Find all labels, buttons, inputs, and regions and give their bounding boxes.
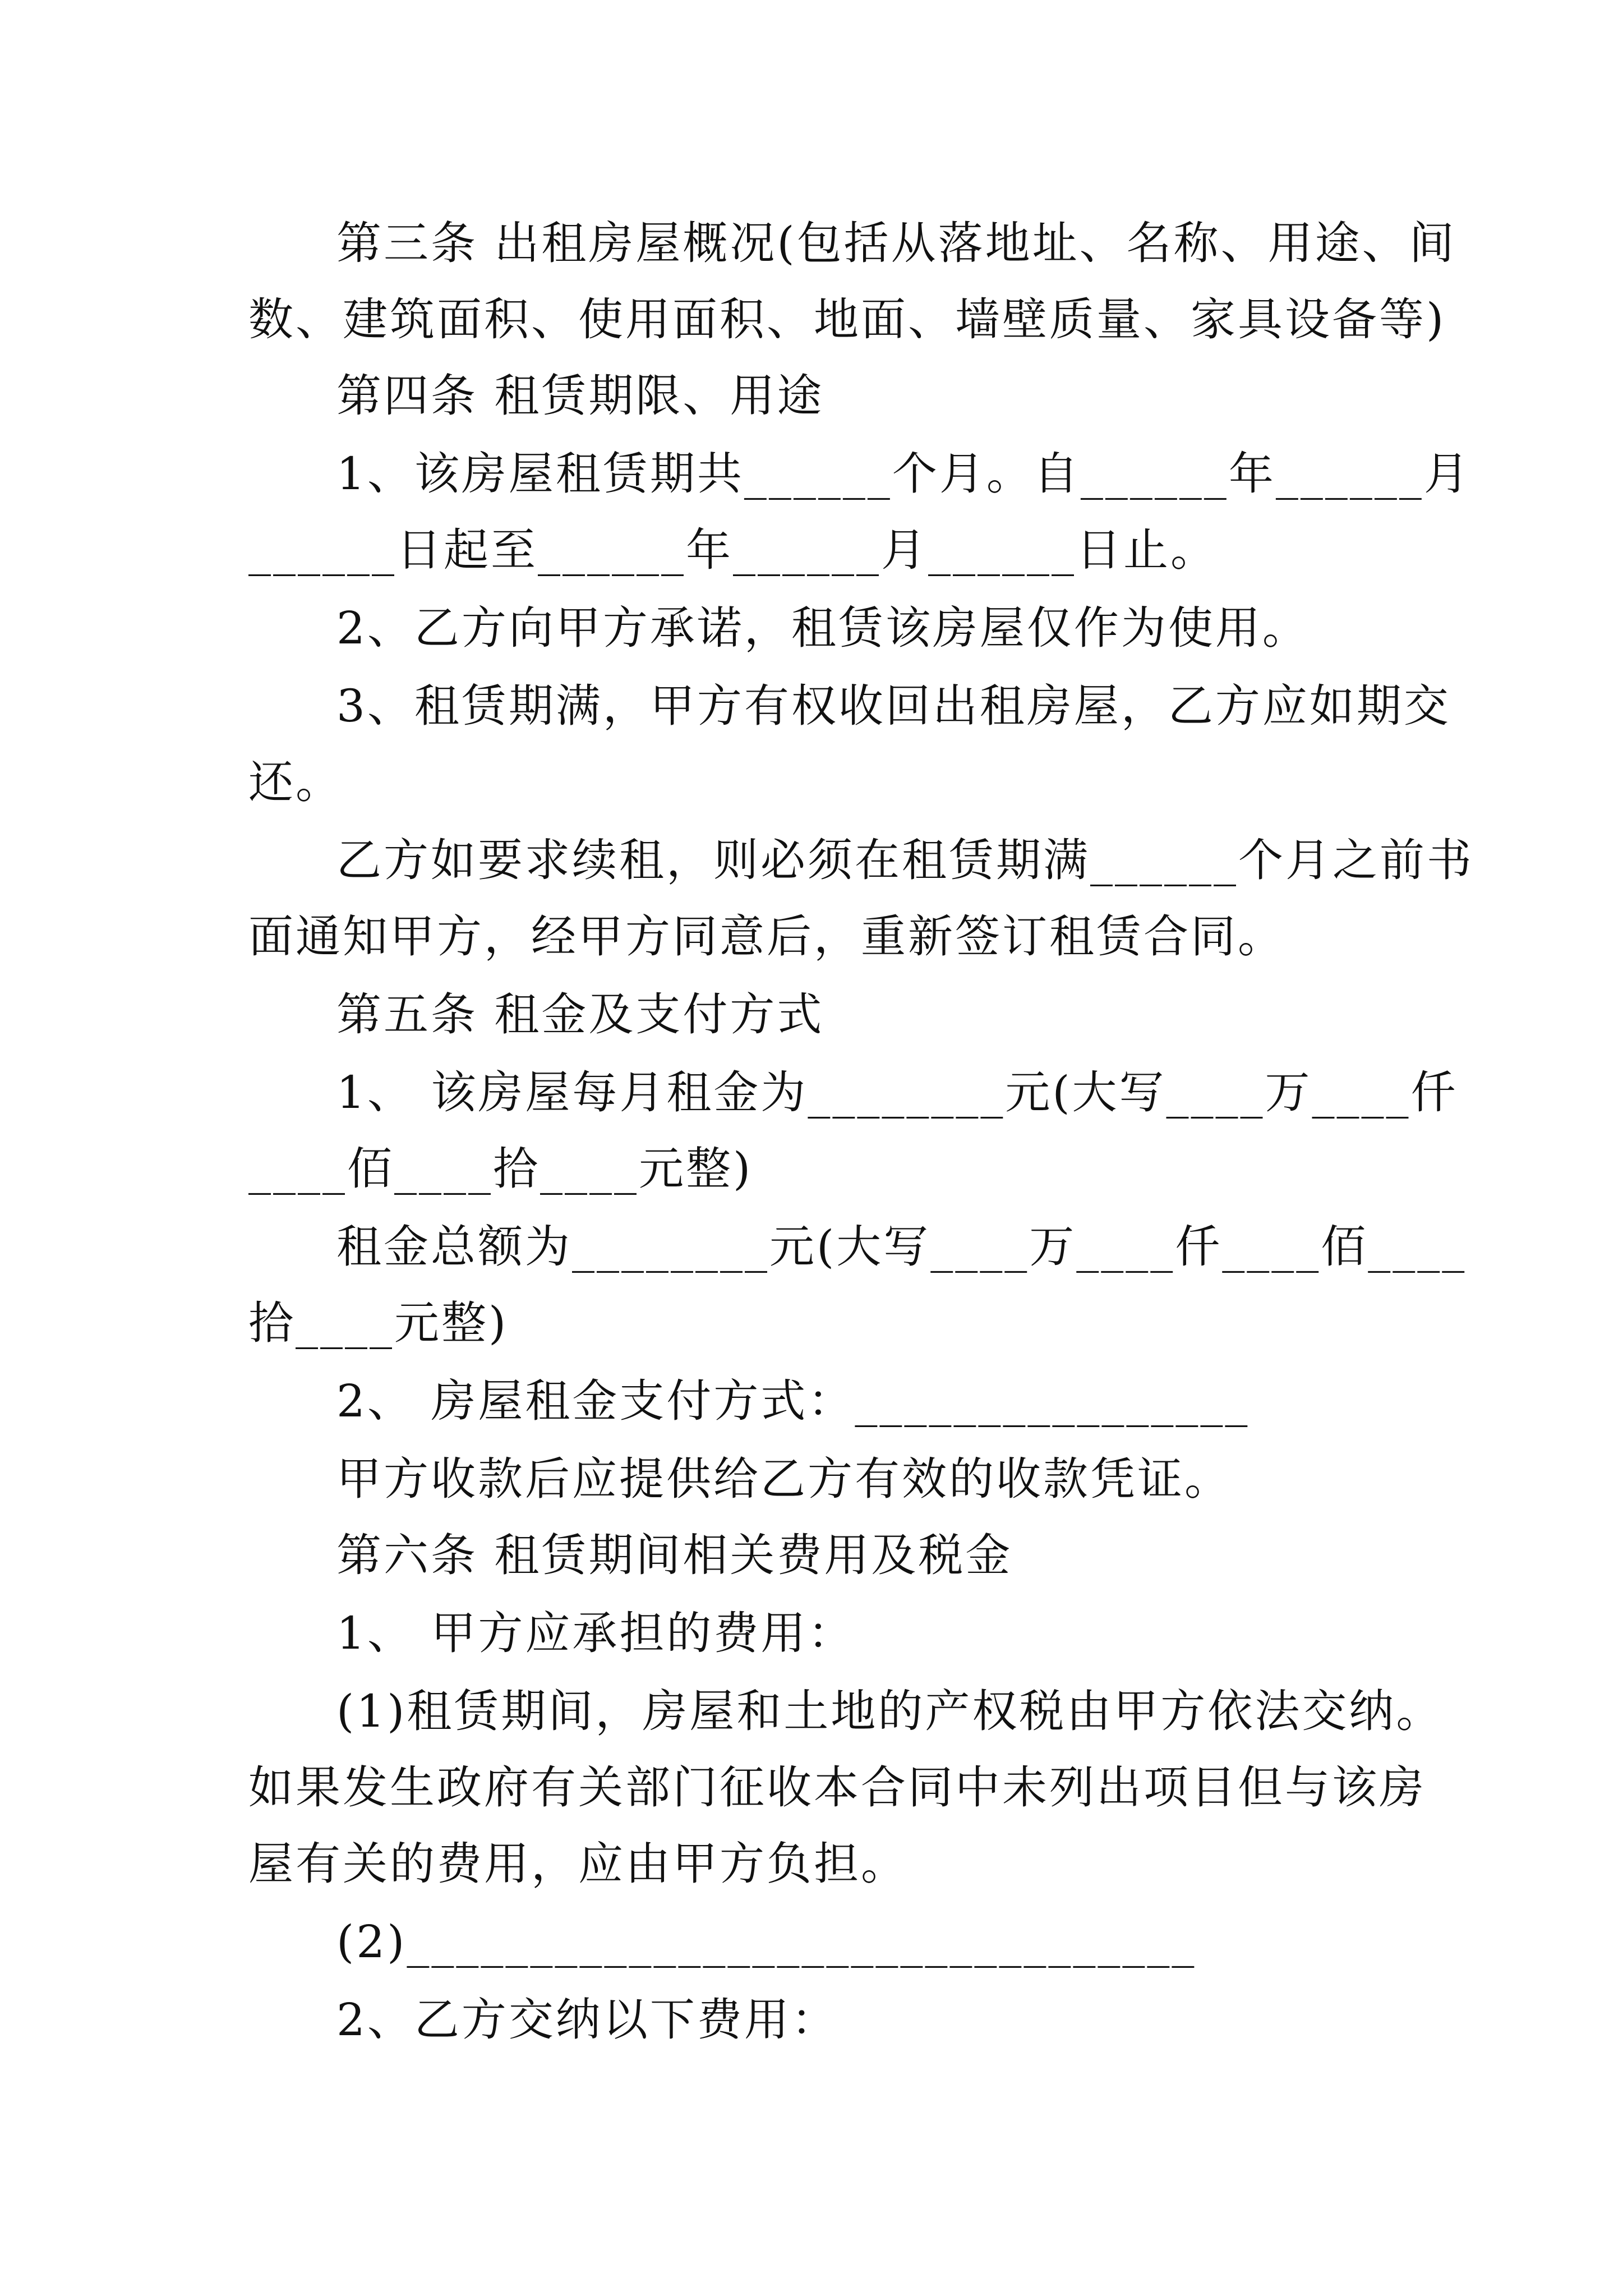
article-5-heading: 第五条 租金及支付方式 (336, 988, 824, 1041)
text-line: 1、该房屋租赁期共______个月。自______年______月 (336, 448, 1471, 500)
text-line: 还。 (248, 756, 343, 808)
text-line: 2、乙方交纳以下费用： (336, 1994, 838, 2046)
article-6-heading: 第六条 租赁期间相关费用及税金 (336, 1529, 1013, 1581)
article-3-heading: 第三条 出租房屋概况(包括从落地址、名称、用途、间 (336, 217, 1456, 269)
text-line: ______日起至______年______月______日止。 (248, 524, 1218, 576)
text-line: 数、建筑面积、使用面积、地面、墙壁质量、家具设备等) (248, 293, 1446, 346)
text-line: 1、 甲方应承担的费用： (336, 1607, 855, 1659)
text-line: 面通知甲方，经甲方同意后，重新签订租赁合同。 (248, 910, 1285, 963)
text-line: 3、租赁期满，甲方有权收回出租房屋，乙方应如期交 (336, 680, 1451, 732)
text-line: 2、 房屋租金支付方式：________________ (336, 1375, 1250, 1427)
text-line: 租金总额为________元(大写____万____仟____佰____ (336, 1221, 1467, 1273)
article-4-heading: 第四条 租赁期限、用途 (336, 370, 824, 422)
text-line: 屋有关的费用，应由甲方负担。 (248, 1838, 908, 1890)
text-line: 甲方收款后应提供给乙方有效的收款凭证。 (336, 1453, 1232, 1505)
text-line: (1)租赁期间，房屋和土地的产权税由甲方依法交纳。 (336, 1685, 1444, 1737)
text-line: 如果发生政府有关部门征收本合同中未列出项目但与该房 (248, 1761, 1426, 1814)
text-line: 乙方如要求续租，则必须在租赁期满______个月之前书 (336, 834, 1474, 886)
text-line: 2、乙方向甲方承诺，租赁该房屋仅作为使用。 (336, 602, 1310, 654)
text-line: 1、 该房屋每月租金为________元(大写____万____仟 (336, 1066, 1458, 1119)
text-line: ____佰____拾____元整) (248, 1143, 753, 1195)
text-line: (2)________________________________ (336, 1916, 1197, 1968)
text-line: 拾____元整) (248, 1297, 509, 1349)
